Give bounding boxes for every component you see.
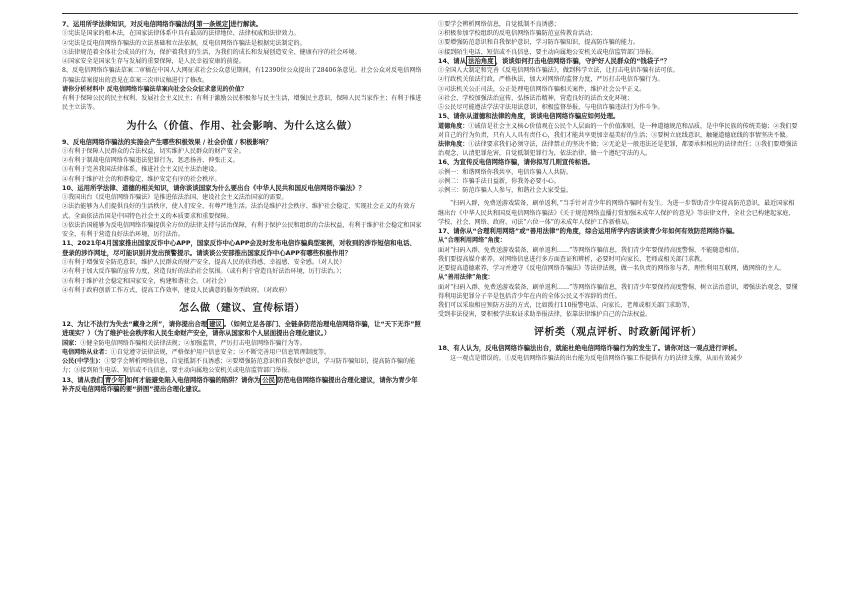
question-8-title: 8、反电信网络诈骗法草案二审稿在中国人大网征求社会公众意见期间，有12390位公众提出了28406条意见。社会公众对反电信网络诈骗法草案提出的意见在草案三次审议稿进行了修改。 [62, 67, 422, 84]
q12-boxed-term: 建议 [209, 319, 222, 328]
q12-answer-state: 国家：①健全防电信网络诈骗相关法律法规；②加强监管，严厉打击电信网络诈骗行为等。 [62, 339, 306, 347]
q14-answer-1: ①全国人大制定和完善《反电信网络诈骗法》，做到科学立法，让打击电信诈骗有法可依。 [438, 67, 679, 75]
q14-answer-4: ④社会、学校加强法治宣传，弘扬法治精神，营造良好的法治文化环境； [438, 94, 633, 102]
q13-boxed-term-2: 公民 [262, 375, 276, 384]
q14-answer-2: ②行政机关依法行政，严格执法，加大对网络的监督力度，严厉打击电信诈骗行为。 [438, 76, 664, 84]
question-7-title: 7、运用所学法律知识，对反电信网络诈骗法的 第一条规定 进行解读。 [62, 20, 263, 28]
question-15-title: 15、请你从道德和法律的角度，谈谈电信网络诈骗应如何处理。 [438, 112, 620, 121]
q12-answer-operators: 电信网络从业者：①自觉遵守法律法规，严格保护用户信息安全；②不断完善用户信息管理制度等。 [62, 348, 331, 356]
question-11-title: 11、2021年4月国家推出国家反诈中心APP，国家反诈中心APP会及时发布电信诈骗典型案例，对收到的涉诈短信和电话、登录的涉诈网址，尽可能识别并发出预警提示。请谈谈公安部推出国家反诈中心APP有哪些积极作用？ [62, 239, 416, 257]
section-heading-review: 评析类（观点评析、时政新闻评析） [534, 327, 702, 339]
header-rule [62, 13, 798, 14]
q12-answer-citizens: 公民(中学生)：①要学会辨析网络信息，自觉抵制不良诱惑；②要增强防范意识和自我保护意识，学习防诈骗知识，提高防诈骗的能力；③接到陌生电话、短信或不良信息，要主动向属地公安机关或电信监管部门举报。 [62, 358, 416, 375]
q17-network-2: 我们要提高媒介素养，对网络信息进行多方面查证和辨析，必要时可向家长、老师或相关部门求教。 [438, 255, 707, 263]
q15-moral: 道德角度：①诚信是社会主义核心价值观在公民个人层面的一个价值准则，是一种道德规范和品质，是中华民族的传统美德；②我们要对自己的行为负责，只有人人具有责任心，我们才能共享更加幸福美好的生活；③要树立底线意识，触碰道德底线的事情坚决不做。 [438, 122, 798, 139]
q17-sub-law: 从“善用法律”角度： [438, 274, 494, 282]
q7-answer-3: ③法律规范着全体社会成员的行为，保护着我们的生活，为我们的成长和发展创造安全、健康有序的社会环境。 [62, 48, 361, 56]
right-column [438, 20, 798, 589]
question-8-ask: 请你分析材料中 反电信网络诈骗法草案向社会公众征求意见的价值？ [62, 86, 247, 94]
q9-answer-3: ③有利于完善我国法律体系，推进社会主义民主法治建设。 [62, 166, 221, 174]
question-9-title: 9、反电信网络诈骗法的实施会产生哪些积极效果 / 社会价值 / 积极影响？ [62, 137, 272, 146]
q17-material: “扫码入群，免费送游戏装备、刷单返利，”当手针对青少年的网络诈骗时有发生。为进一步帮助青少年提高防范意识，最近国家相继出台《中华人民共和国反电信网络诈骗法》《关于规范网络直播打赏加强未成年人保护的意见》等法律文件，全社会已构建起家庭、学校、社会、网络、政府、司法“六位一体”的未成年人保护工作新格局。 [438, 200, 795, 226]
q17-network-1: 面对“扫码入群、免费送游戏装备、刷单返利……”等网络诈骗信息，我们青少年要保持高度警惕，不能随意相信。 [438, 246, 743, 254]
q7-answer-4: ④国家安全是国家生存与发展的重要保障，是人民幸福安康的前提。 [62, 58, 245, 66]
q14-answer-3: ③司法机关公正司法，公正处理电信网络诈骗相关案件，维护社会公平正义。 [438, 85, 646, 93]
question-16-title: 16、为宣传反电信网络诈骗，请你拟写几则宣传标语。 [438, 158, 594, 167]
q9-answer-4: ④有利于维护社会的和谐稳定，维护安定有序的社会秩序。 [62, 175, 221, 183]
q10-answer-3: ③依法治国能够为反电信网络诈骗提供全方位的法律支持与法治保障，有利于保护公民和组织的合法权益，有利于维护社会稳定和国家安全，有利于营造良好法治环境，厉行法治。 [62, 221, 422, 239]
q16-example-3: 示例三：防范诈骗人人参与，和谐社会大家受益。 [438, 187, 573, 195]
question-13-title: 13、请从我们 青少年 如何才能避免陷入电信网络诈骗的陷阱？请你为 公民 防范电信网络诈骗提出合理化建议，请你为青少年补齐反电信网络诈骗的要“拼图”提出合理化建议。 [62, 375, 418, 393]
q16-example-2: 示例二：诈骗手法日益新，你我务必要小心。 [438, 178, 560, 186]
r-answer-1: ①要学会辨析网络信息，自觉抵制不良诱惑； [438, 21, 560, 28]
q9-answer-2: ②有利于制裁电信网络诈骗违法犯罪行为，惩恶扬善，伸张正义。 [62, 157, 239, 165]
r-answer-2: ②积极参加学校组织的反电信网络诈骗防范宣传教育活动； [438, 30, 597, 38]
q10-answer-1: ①我国出台《反电信网络诈骗法》是推进依法治国、建设社会主义法治国家的需要。 [62, 194, 288, 202]
left-column [62, 20, 422, 589]
q7-boxed-term: 第一条规定 [196, 20, 229, 28]
section-heading-how: 怎么做（建议、宣传标语） [179, 302, 305, 314]
q18-answer: 这一观点是错误的。①反电信网络诈骗法的出台能为反电信网络诈骗工作提供有力的法律支撑，从而有效减少 [450, 354, 743, 362]
question-10-title: 10、运用所学法律、道德的相关知识，请你谈谈国家为什么要出台《中华人民共和国反电信网络诈骗法》？ [62, 183, 365, 192]
q11-answer-3: ③有利于维护社会稳定和国家安全，构建和谐社会。（对社会） [62, 277, 230, 285]
q7-answer-2: ②宪法是反电信网络诈骗法的立法基础和立法依据，反电信网络诈骗法是根据宪法制定的。 [62, 39, 306, 47]
q8-answer: 有利于保障公民的民主权利，发展社会主义民主；有利于激励公民积极参与民主生活，增强民主意识，保障人民当家作主；有利于推进民主立法等。 [62, 95, 422, 112]
q17-sub-network: 从“合理利用网络”角度： [438, 237, 506, 245]
q14-answer-5: ⑤公民尽可能遵法学法守法用法意识，积极监督举报，与电信诈骗违法行为作斗争。 [438, 104, 664, 112]
question-14-title: 14、请从 法治角度 ，谈谈如何打击电信网络诈骗，守护好人民群众的“钱袋子”？ [438, 56, 671, 65]
r-answer-4: ④接到陌生电话、短信或不良信息，要主动向属地公安机关或电信监管部门举报。 [438, 48, 658, 56]
q10-answer-2: ②法治能够为人们提供良好的生活秩序，使人们安全、有尊严地生活。法治是维护社会秩序、维护社会稳定、实现社会正义的有效方式。全面依法治国是中国特色社会主义的本质要求和重要保障。 [62, 203, 416, 220]
question-17-title: 17、请你从“合理利用网络”或“善用法律”的角度，综合运用所学内容谈谈青少年如何有效防范网络诈骗。 [438, 227, 739, 236]
q16-example-1: 示例一：和谐网络你我共享，电信诈骗人人共防。 [438, 168, 573, 176]
q17-law-2: 我们可以采取相应预防方法的方式，比如拨打110报警电话、向家长、老师或相关部门求助等， [438, 301, 694, 309]
q11-answer-1: ①有利于增强安全防范意识，维护人民群众的财产安全，提高人民的获得感、幸福感、安全感。（对人民） [62, 259, 346, 267]
q9-answer-1: ①有利于保障人民群众的合法权益，切实维护人民群众的财产安全。 [62, 148, 245, 156]
document-page [62, 20, 798, 589]
q17-law-3: 受到非法侵害，要积极学法取证求助举报法律，依靠法律维护自己的合法权益。 [438, 311, 652, 319]
q17-network-3: 还要提高道德素养，学习并遵守《反电信网络诈骗法》等法律法规，做一名负责的网络参与者，理性利用互联网，做网络的主人。 [438, 265, 786, 273]
q11-answer-2: ②有利于加大反诈骗的宣传力度，营造良好的法治社会氛围。（或有利于营造良好法治环境，厉行法治。）； [62, 268, 346, 276]
q13-boxed-term-1: 青少年 [104, 375, 125, 384]
q14-boxed-term: 法治角度 [468, 56, 494, 65]
q15-law: 法律角度：①法律要求我们必须守法，法律禁止的坚决不做；②无论是一般违法还是犯罪，都要承担相应的法律责任；③我们要增强法治观念，认清犯罪危害，自觉抵制犯罪行为，依法治律，做一个遵纪守法的人。 [438, 141, 798, 158]
q7-answer-1: ①宪法是国家的根本法，在国家法律体系中具有最高的法律地位、法律权威和法律效力。 [62, 30, 300, 38]
question-18-title: 18、有人认为，反电信网络诈骗法出台，就能杜绝电信网络诈骗行为的发生了。请你对这一观点进行评析。 [438, 344, 741, 353]
r-answer-3: ③要增强防范意识和自我保护意识，学习防诈骗知识，提高防诈骗的能力。 [438, 39, 640, 47]
q11-answer-4: ④有利于政府创新工作方式，提高工作效率，建设人民满意的服务型政府。（对政府） [62, 286, 291, 294]
question-12-title: 12、为让不法行为失去“藏身之所”，请你提出合理 建议 。（如何立足各部门、全链条防范治理电信网络诈骗，让“天下无诈”照进现实？）（为了维护社会秩序和人民生命财产安全，请你从国家和个人层面提出合理化建议。） [62, 319, 421, 338]
q17-law-1: 面对“扫码入群、免费送游戏装备、刷单返利……”等网络诈骗信息，我们青少年要保持高度警惕，树立法治意识，增强法治观念，要懂得利用法犯罪分子辛是包括青少年在内的全体公民义不容辞的责任。 [438, 283, 798, 300]
section-heading-why: 为什么（价值、作用、社会影响、为什么这么做） [126, 120, 358, 132]
